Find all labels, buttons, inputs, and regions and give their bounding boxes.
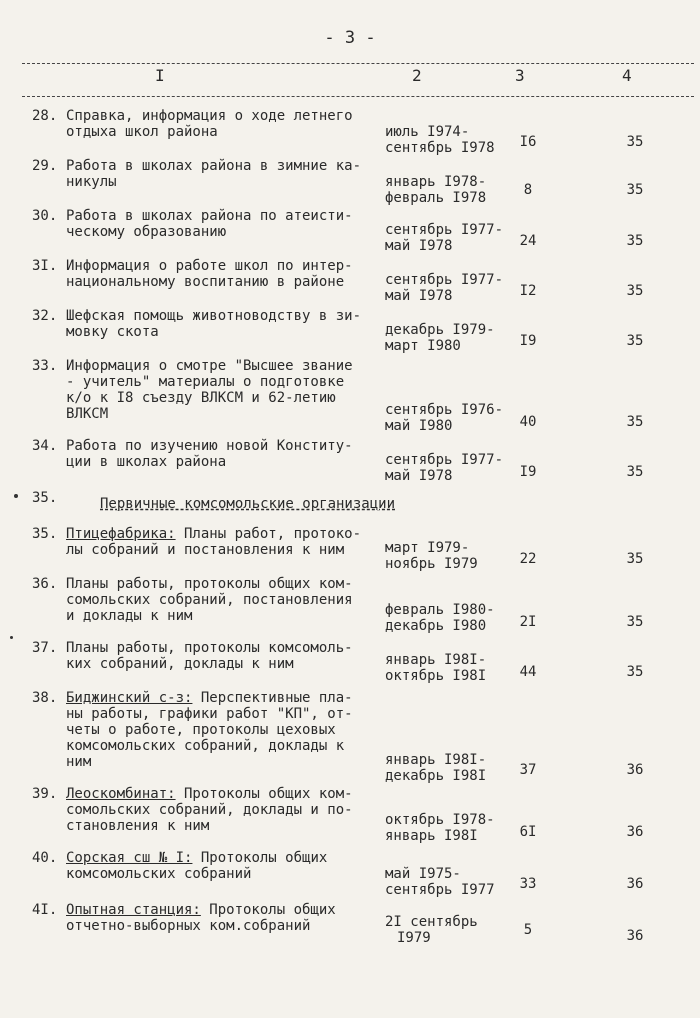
entry-number: 4I.: [32, 902, 58, 918]
entry-dates: сентябрь I977- май I978: [385, 222, 504, 254]
entry-number: 35.: [32, 490, 58, 506]
header-col1: I: [155, 66, 165, 85]
margin-dot: [10, 636, 13, 639]
entry-description: Информация о смотре "Высшее звание - учитель" материалы о подготовке к/о к I8 съезду ВЛКСМ и 62-летию ВЛКСМ: [66, 358, 353, 422]
entry-box: 35: [626, 614, 644, 630]
entry-number: 28.: [32, 108, 58, 124]
entry-dates: июль I974- сентябрь I978: [385, 124, 495, 156]
entry-number: 37.: [32, 640, 58, 656]
entry-description: Планы работы, протоколы общих ком- сомольских собраний, постановления и доклады к ним: [66, 576, 353, 624]
entry-dates: февраль I980- декабрь I980: [385, 602, 495, 634]
entry-sheets: 5: [523, 922, 533, 938]
header-col4: 4: [622, 66, 632, 85]
entry-description: Планы работы, протоколы комсомоль- ких собраний, доклады к ним: [66, 640, 353, 672]
entry-box: 36: [626, 824, 644, 840]
entry-dates: сентябрь I977- май I978: [385, 272, 504, 304]
header-rule-top: [22, 63, 694, 64]
entry-sheets: 6I: [519, 824, 537, 840]
organization-name: Опытная станция:: [66, 902, 201, 918]
entry-number: 35.: [32, 526, 58, 542]
organization-name: Сорская сш № I:: [66, 850, 193, 866]
entry-box: 35: [626, 664, 644, 680]
header-col3: 3: [515, 66, 525, 85]
entry-box: 35: [626, 333, 644, 349]
entry-sheets: 22: [519, 551, 537, 567]
entry-description: Информация о работе школ по интер- национальному воспитанию в районе: [66, 258, 353, 290]
entry-sheets: 40: [519, 414, 537, 430]
entry-sheets: 8: [523, 182, 533, 198]
entry-number: 39.: [32, 786, 58, 802]
margin-dot: [14, 494, 18, 498]
entry-box: 35: [626, 283, 644, 299]
entry-description: Работа по изучению новой Конститу- ции в школах района: [66, 438, 353, 470]
page-number: - 3 -: [324, 28, 376, 48]
entry-sheets: 2I: [519, 614, 537, 630]
entry-dates: сентябрь I977- май I978: [385, 452, 504, 484]
entry-number: 36.: [32, 576, 58, 592]
entry-box: 35: [626, 551, 644, 567]
entry-sheets: I6: [519, 134, 537, 150]
entry-box: 35: [626, 414, 644, 430]
entry-box: 36: [626, 876, 644, 892]
entry-number: 33.: [32, 358, 58, 374]
entry-box: 36: [626, 928, 644, 944]
entry-number: 34.: [32, 438, 58, 454]
entry-dates: 2I сентябрь I979: [385, 914, 478, 946]
entry-sheets: 37: [519, 762, 537, 778]
entry-sheets: I9: [519, 464, 537, 480]
entry-sheets: 44: [519, 664, 537, 680]
entry-number: 29.: [32, 158, 58, 174]
entry-box: 35: [626, 182, 644, 198]
entry-description: Биджинский с-з: Перспективные пла- ны работы, графики работ "КП", от- четы о работе, протоколы цеховых комсомольских собраний, доклады к ним: [66, 690, 353, 770]
entry-description: Сорская сш № I: Протоколы общих комсомольских собраний: [66, 850, 328, 882]
entry-dates: январь I978- февраль I978: [385, 174, 487, 206]
entry-number: 32.: [32, 308, 58, 324]
entry-dates: сентябрь I976- май I980: [385, 402, 504, 434]
entry-number: 3I.: [32, 258, 58, 274]
entry-dates: декабрь I979- март I980: [385, 322, 495, 354]
entry-description: Работа в школах района по атеисти- ческому образованию: [66, 208, 353, 240]
entry-sheets: I9: [519, 333, 537, 349]
entry-description: Опытная станция: Протоколы общих отчетно-выборных ком.собраний: [66, 902, 336, 934]
organization-name: Леоскомбинат:: [66, 786, 176, 802]
entry-dates: март I979- ноябрь I979: [385, 540, 478, 572]
entry-sheets: I2: [519, 283, 537, 299]
entry-number: 30.: [32, 208, 58, 224]
entry-dates: октябрь I978- январь I98I: [385, 812, 495, 844]
header-col2: 2: [412, 66, 422, 85]
entry-sheets: 33: [519, 876, 537, 892]
entry-box: 36: [626, 762, 644, 778]
entry-box: 35: [626, 464, 644, 480]
entry-sheets: 24: [519, 233, 537, 249]
entry-box: 35: [626, 233, 644, 249]
organization-name: Птицефабрика:: [66, 526, 176, 542]
header-rule-bottom: [22, 96, 694, 97]
entry-box: 35: [626, 134, 644, 150]
entry-description: Леоскомбинат: Протоколы общих ком- сомольских собраний, доклады и по- становления к ним: [66, 786, 353, 834]
entry-description: Шефская помощь животноводству в зи- мовку скота: [66, 308, 362, 340]
section-title: Первичные комсомольские организации: [100, 496, 396, 512]
entry-description: Птицефабрика: Планы работ, протоко- лы собраний и постановления к ним: [66, 526, 362, 558]
entry-description: Справка, информация о ходе летнего отдыха школ района: [66, 108, 353, 140]
entry-description: Работа в школах района в зимние ка- никулы: [66, 158, 362, 190]
entry-number: 40.: [32, 850, 58, 866]
entry-dates: май I975- сентябрь I977: [385, 866, 495, 898]
entry-number: 38.: [32, 690, 58, 706]
organization-name: Биджинский с-з:: [66, 690, 193, 706]
entry-dates: январь I98I- октябрь I98I: [385, 652, 487, 684]
entry-dates: январь I98I- декабрь I98I: [385, 752, 487, 784]
